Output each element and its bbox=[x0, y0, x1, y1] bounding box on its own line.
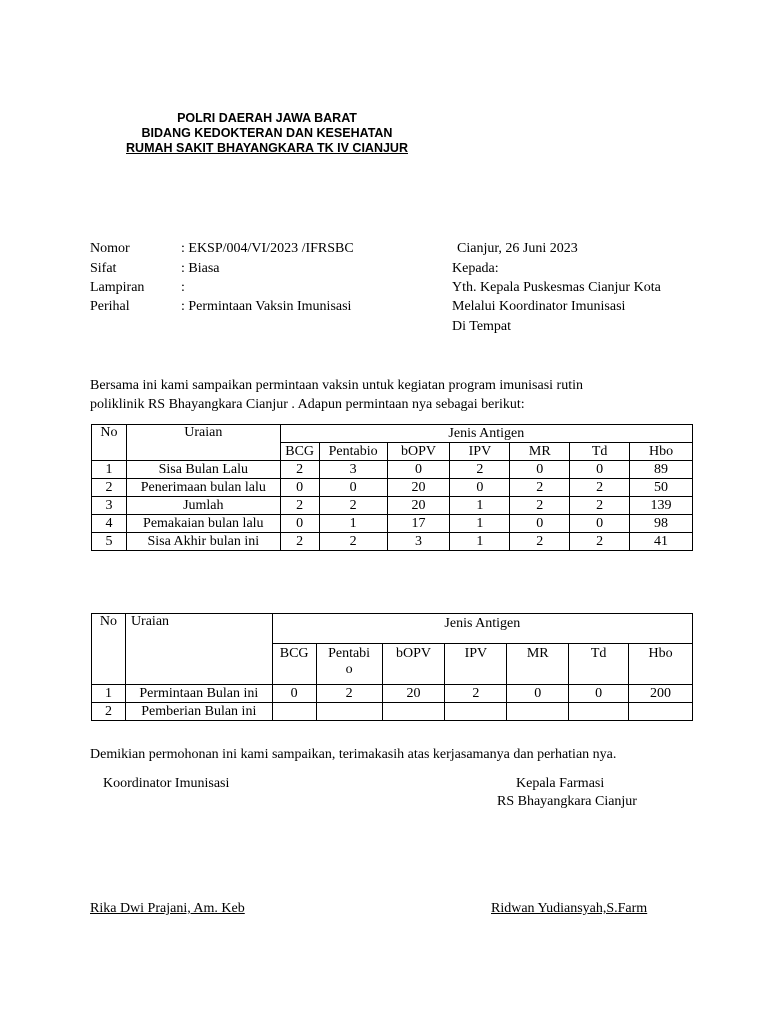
nomor-label: Nomor bbox=[90, 241, 130, 256]
intro-paragraph bbox=[90, 376, 700, 414]
letterhead-line-2: BIDANG KEDOKTERAN DAN KESEHATAN bbox=[141, 126, 393, 140]
cell-uraian: Pemberian Bulan ini bbox=[125, 703, 272, 721]
stock-table bbox=[91, 424, 693, 551]
left-signatory-name: Rika Dwi Prajani, Am. Keb bbox=[90, 901, 245, 916]
col-header-antigen: bOPV bbox=[382, 644, 445, 685]
letter-date: Cianjur, 26 Juni 2023 bbox=[457, 241, 578, 256]
cell-value: 1 bbox=[319, 515, 387, 533]
cell-value: 50 bbox=[630, 479, 693, 497]
col-header-no: No bbox=[92, 614, 126, 685]
cell-value bbox=[316, 703, 382, 721]
cell-no: 5 bbox=[92, 533, 127, 551]
cell-value: 2 bbox=[316, 685, 382, 703]
col-header-uraian: Uraian bbox=[125, 614, 272, 685]
closing-paragraph: Demikian permohonan ini kami sampaikan, terimakasih atas kerjasamanya dan perhatian nya. bbox=[90, 747, 617, 762]
cell-value bbox=[382, 703, 445, 721]
cell-value bbox=[507, 703, 569, 721]
cell-value: 41 bbox=[630, 533, 693, 551]
col-header-antigen bbox=[316, 644, 382, 685]
cell-value: 2 bbox=[319, 533, 387, 551]
cell-value: 1 bbox=[450, 533, 510, 551]
cell-value: 0 bbox=[510, 515, 570, 533]
cell-value: 3 bbox=[387, 533, 450, 551]
cell-uraian: Pemakaian bulan lalu bbox=[126, 515, 280, 533]
cell-value: 0 bbox=[280, 479, 319, 497]
cell-uraian: Sisa Akhir bulan ini bbox=[126, 533, 280, 551]
cell-value: 0 bbox=[570, 461, 630, 479]
table-row bbox=[92, 497, 693, 515]
cell-value: 2 bbox=[445, 685, 507, 703]
cell-no: 1 bbox=[92, 685, 126, 703]
table-row bbox=[92, 703, 693, 721]
request-table bbox=[91, 613, 693, 721]
cell-value: 1 bbox=[450, 515, 510, 533]
table-row bbox=[92, 479, 693, 497]
letterhead bbox=[90, 111, 444, 156]
col-header-antigen: Pentabio bbox=[319, 443, 387, 461]
col-header-antigen: Td bbox=[569, 644, 629, 685]
cell-value: 2 bbox=[510, 497, 570, 515]
cell-value: 0 bbox=[507, 685, 569, 703]
cell-no: 2 bbox=[92, 479, 127, 497]
cell-uraian: Permintaan Bulan ini bbox=[125, 685, 272, 703]
table-row bbox=[92, 685, 693, 703]
cell-value bbox=[629, 703, 693, 721]
cell-value: 2 bbox=[280, 497, 319, 515]
cell-uraian: Penerimaan bulan lalu bbox=[126, 479, 280, 497]
cell-value: 0 bbox=[510, 461, 570, 479]
col-header-antigen: bOPV bbox=[387, 443, 450, 461]
cell-value: 0 bbox=[280, 515, 319, 533]
cell-value: 2 bbox=[570, 479, 630, 497]
cell-value: 20 bbox=[382, 685, 445, 703]
letterhead-line-1: POLRI DAERAH JAWA BARAT bbox=[177, 111, 357, 125]
cell-value: 0 bbox=[569, 685, 629, 703]
cell-value: 20 bbox=[387, 479, 450, 497]
cell-value: 1 bbox=[450, 497, 510, 515]
cell-value: 2 bbox=[280, 461, 319, 479]
cell-value: 2 bbox=[319, 497, 387, 515]
col-header-antigen: IPV bbox=[450, 443, 510, 461]
right-signatory-name: Ridwan Yudiansyah,S.Farm bbox=[491, 901, 648, 916]
col-header-antigen-wrap: o bbox=[345, 662, 353, 677]
cell-value: 2 bbox=[570, 533, 630, 551]
cell-value: 0 bbox=[319, 479, 387, 497]
col-header-antigen: MR bbox=[510, 443, 570, 461]
sifat-value: : Biasa bbox=[181, 261, 220, 276]
cell-value: 2 bbox=[280, 533, 319, 551]
cell-uraian: Jumlah bbox=[126, 497, 280, 515]
cell-value: 3 bbox=[319, 461, 387, 479]
cell-no: 2 bbox=[92, 703, 126, 721]
cell-value: 98 bbox=[630, 515, 693, 533]
table-header-row bbox=[92, 614, 693, 644]
lampiran-label: Lampiran bbox=[90, 280, 145, 295]
cell-uraian: Sisa Bulan Lalu bbox=[126, 461, 280, 479]
sifat-label: Sifat bbox=[90, 261, 117, 276]
recipient-via: Melalui Koordinator Imunisasi bbox=[452, 299, 626, 314]
col-header-antigen: BCG bbox=[272, 644, 316, 685]
cell-no: 3 bbox=[92, 497, 127, 515]
cell-value: 139 bbox=[630, 497, 693, 515]
col-header-antigen: Td bbox=[570, 443, 630, 461]
cell-value: 200 bbox=[629, 685, 693, 703]
cell-value: 17 bbox=[387, 515, 450, 533]
table-header-row bbox=[92, 425, 693, 443]
nomor-value: : EKSP/004/VI/2023 /IFRSBC bbox=[181, 241, 354, 256]
intro-line-1: Bersama ini kami sampaikan permintaan vaksin untuk kegiatan program imunisasi rutin bbox=[90, 378, 583, 393]
perihal-label: Perihal bbox=[90, 299, 130, 314]
cell-value bbox=[272, 703, 316, 721]
lampiran-value: : bbox=[181, 280, 185, 295]
cell-value: 2 bbox=[450, 461, 510, 479]
left-signatory-title: Koordinator Imunisasi bbox=[103, 776, 230, 791]
intro-line-2: poliklinik RS Bhayangkara Cianjur . Adapun permintaan nya sebagai berikut: bbox=[90, 397, 525, 412]
cell-value: 2 bbox=[510, 533, 570, 551]
cell-value bbox=[445, 703, 507, 721]
right-signatory-title-2: RS Bhayangkara Cianjur bbox=[497, 794, 637, 809]
col-header-no: No bbox=[92, 425, 127, 461]
col-header-jenis-antigen: Jenis Antigen bbox=[272, 614, 692, 644]
cell-value: 0 bbox=[450, 479, 510, 497]
cell-value bbox=[569, 703, 629, 721]
cell-no: 1 bbox=[92, 461, 127, 479]
cell-value: 20 bbox=[387, 497, 450, 515]
col-header-antigen: BCG bbox=[280, 443, 319, 461]
col-header-antigen: Hbo bbox=[629, 644, 693, 685]
col-header-antigen: IPV bbox=[445, 644, 507, 685]
perihal-value: : Permintaan Vaksin Imunisasi bbox=[181, 299, 352, 314]
cell-value: 2 bbox=[570, 497, 630, 515]
table-row bbox=[92, 461, 693, 479]
cell-value: 2 bbox=[510, 479, 570, 497]
kepada-label: Kepada: bbox=[452, 261, 499, 276]
cell-value: 0 bbox=[570, 515, 630, 533]
recipient-place: Di Tempat bbox=[452, 319, 512, 334]
col-header-antigen-part: Pentabi bbox=[328, 646, 371, 661]
table-row bbox=[92, 533, 693, 551]
table-row bbox=[92, 515, 693, 533]
col-header-antigen: Hbo bbox=[630, 443, 693, 461]
cell-value: 0 bbox=[387, 461, 450, 479]
col-header-uraian: Uraian bbox=[126, 425, 280, 461]
cell-value: 0 bbox=[272, 685, 316, 703]
recipient-name: Yth. Kepala Puskesmas Cianjur Kota bbox=[452, 280, 661, 295]
cell-no: 4 bbox=[92, 515, 127, 533]
right-signatory-title-1: Kepala Farmasi bbox=[516, 776, 605, 791]
col-header-jenis-antigen: Jenis Antigen bbox=[280, 425, 692, 443]
letterhead-line-3: RUMAH SAKIT BHAYANGKARA TK IV CIANJUR bbox=[126, 141, 408, 155]
cell-value: 89 bbox=[630, 461, 693, 479]
col-header-antigen: MR bbox=[507, 644, 569, 685]
